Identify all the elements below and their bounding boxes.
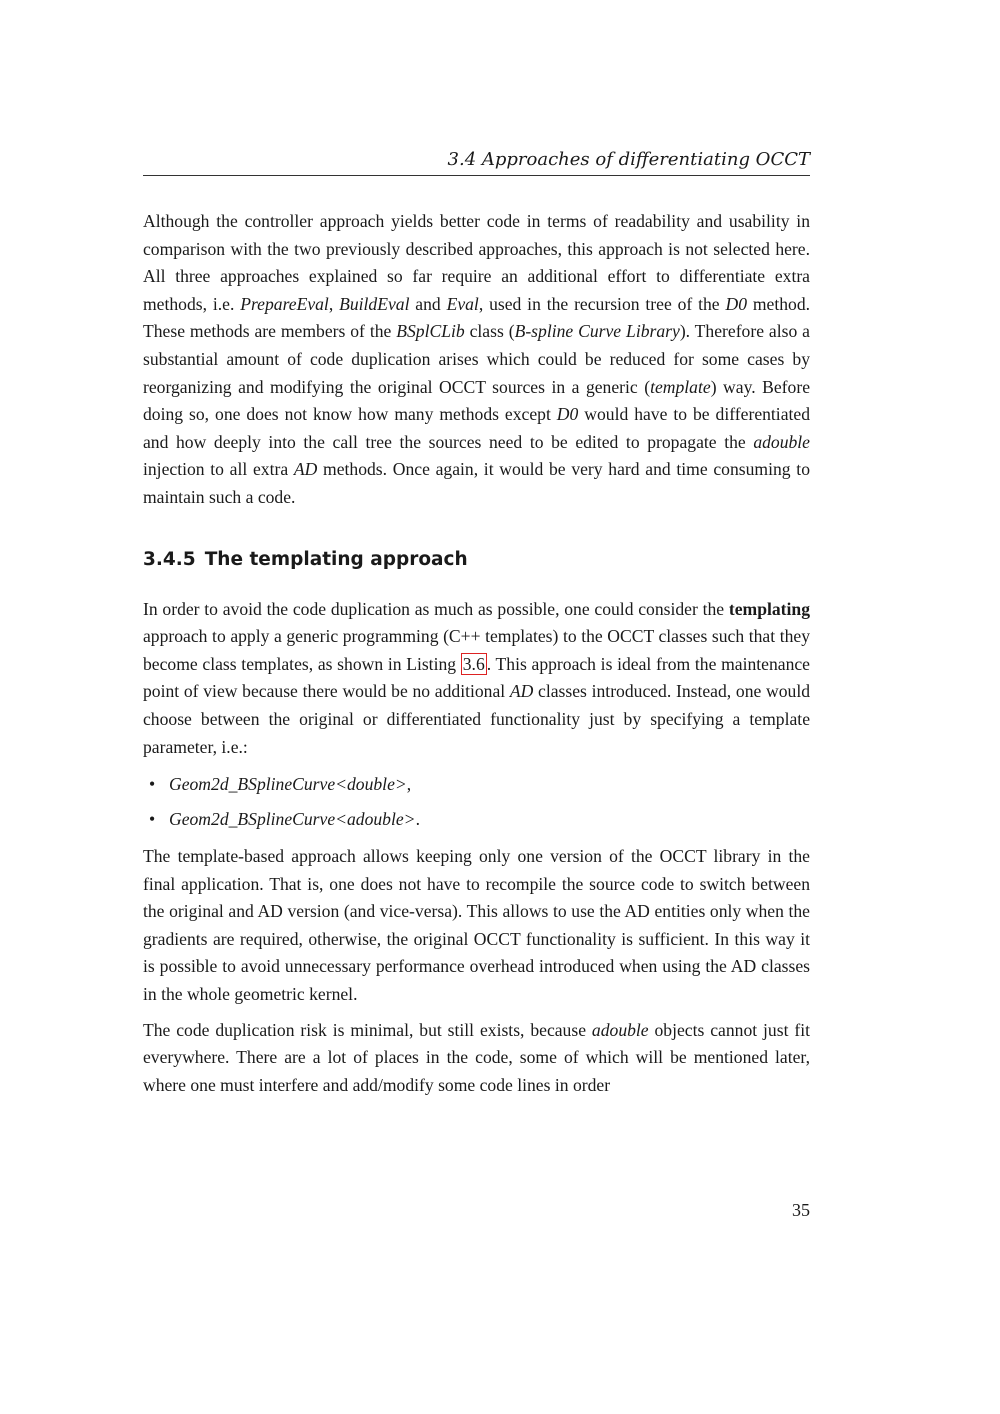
paragraph-duplication-risk: The code duplication risk is minimal, but still exists, because adouble objects cannot just fit everywhere. There are a lot of places in the code, some of which will be mentioned later, where one must interfere and add/modify some code lines in order bbox=[143, 1019, 810, 1095]
section-heading bbox=[143, 548, 810, 572]
bullet-icon: • bbox=[149, 809, 156, 830]
listing-reference-link[interactable]: 3.6 bbox=[462, 653, 485, 674]
list-item: • Geom2d_BSplineCurve<adouble>. bbox=[169, 802, 810, 837]
page-number: 35 bbox=[792, 1200, 810, 1220]
page-body bbox=[143, 208, 810, 1099]
paragraph-template-based: The template-based approach allows keeping only one version of the OCCT library in the final application. That is, one does not have to recompile the source code to switch between the original and AD version (and vice-versa). This allows to use the AD entities only when the gradients are required, otherwise, the original OCCT functionality is sufficient. In this way it is possible to avoid unnecessary performance overhead introduced when using the AD classes in the whole geometric kernel. bbox=[143, 846, 810, 1005]
template-parameter-list bbox=[143, 767, 810, 837]
section-title: The templating approach bbox=[204, 548, 468, 570]
bullet-icon: • bbox=[149, 774, 156, 795]
running-header: 3.4 Approaches of differentiating OCCT bbox=[143, 148, 810, 176]
list-item: • Geom2d_BSplineCurve<double>, bbox=[169, 767, 810, 802]
section-number: 3.4.5 bbox=[143, 548, 196, 570]
paragraph-templating-intro: In order to avoid the code duplication as much as possible, one could consider the templating approach to apply a generic programming (C++ templates) to the OCCT classes such that they become class templates, as shown in Listing 3.6 . This approach is ideal from the maintenance point of view because there would be no additional AD classes introduced. Instead, one would choose between the original or differentiated functionality just by specifying a template parameter, i.e.: bbox=[143, 598, 810, 757]
paragraph-controller-approach: Although the controller approach yields better code in terms of readability and usability in comparison with the two previously described approaches, this approach is not selected here. All three approaches explained so far require an additional effort to differentiate extra methods, i.e. PrepareEval, BuildEval and Eval, used in the recursion tree of the D0 method. These methods are members of the BSplCLib class (B-spline Curve Library). Therefore also a substantial amount of code duplication arises which could be reduced for some cases by reorganizing and modifying the original OCCT sources in a generic (template) way. Before doing so, one does not know how many methods except D0 would have to be differentiated and how deeply into the call tree the sources need to be edited to propagate the adouble injection to all extra AD methods. Once again, it would be very hard and time consuming to maintain such a code. bbox=[143, 211, 811, 507]
